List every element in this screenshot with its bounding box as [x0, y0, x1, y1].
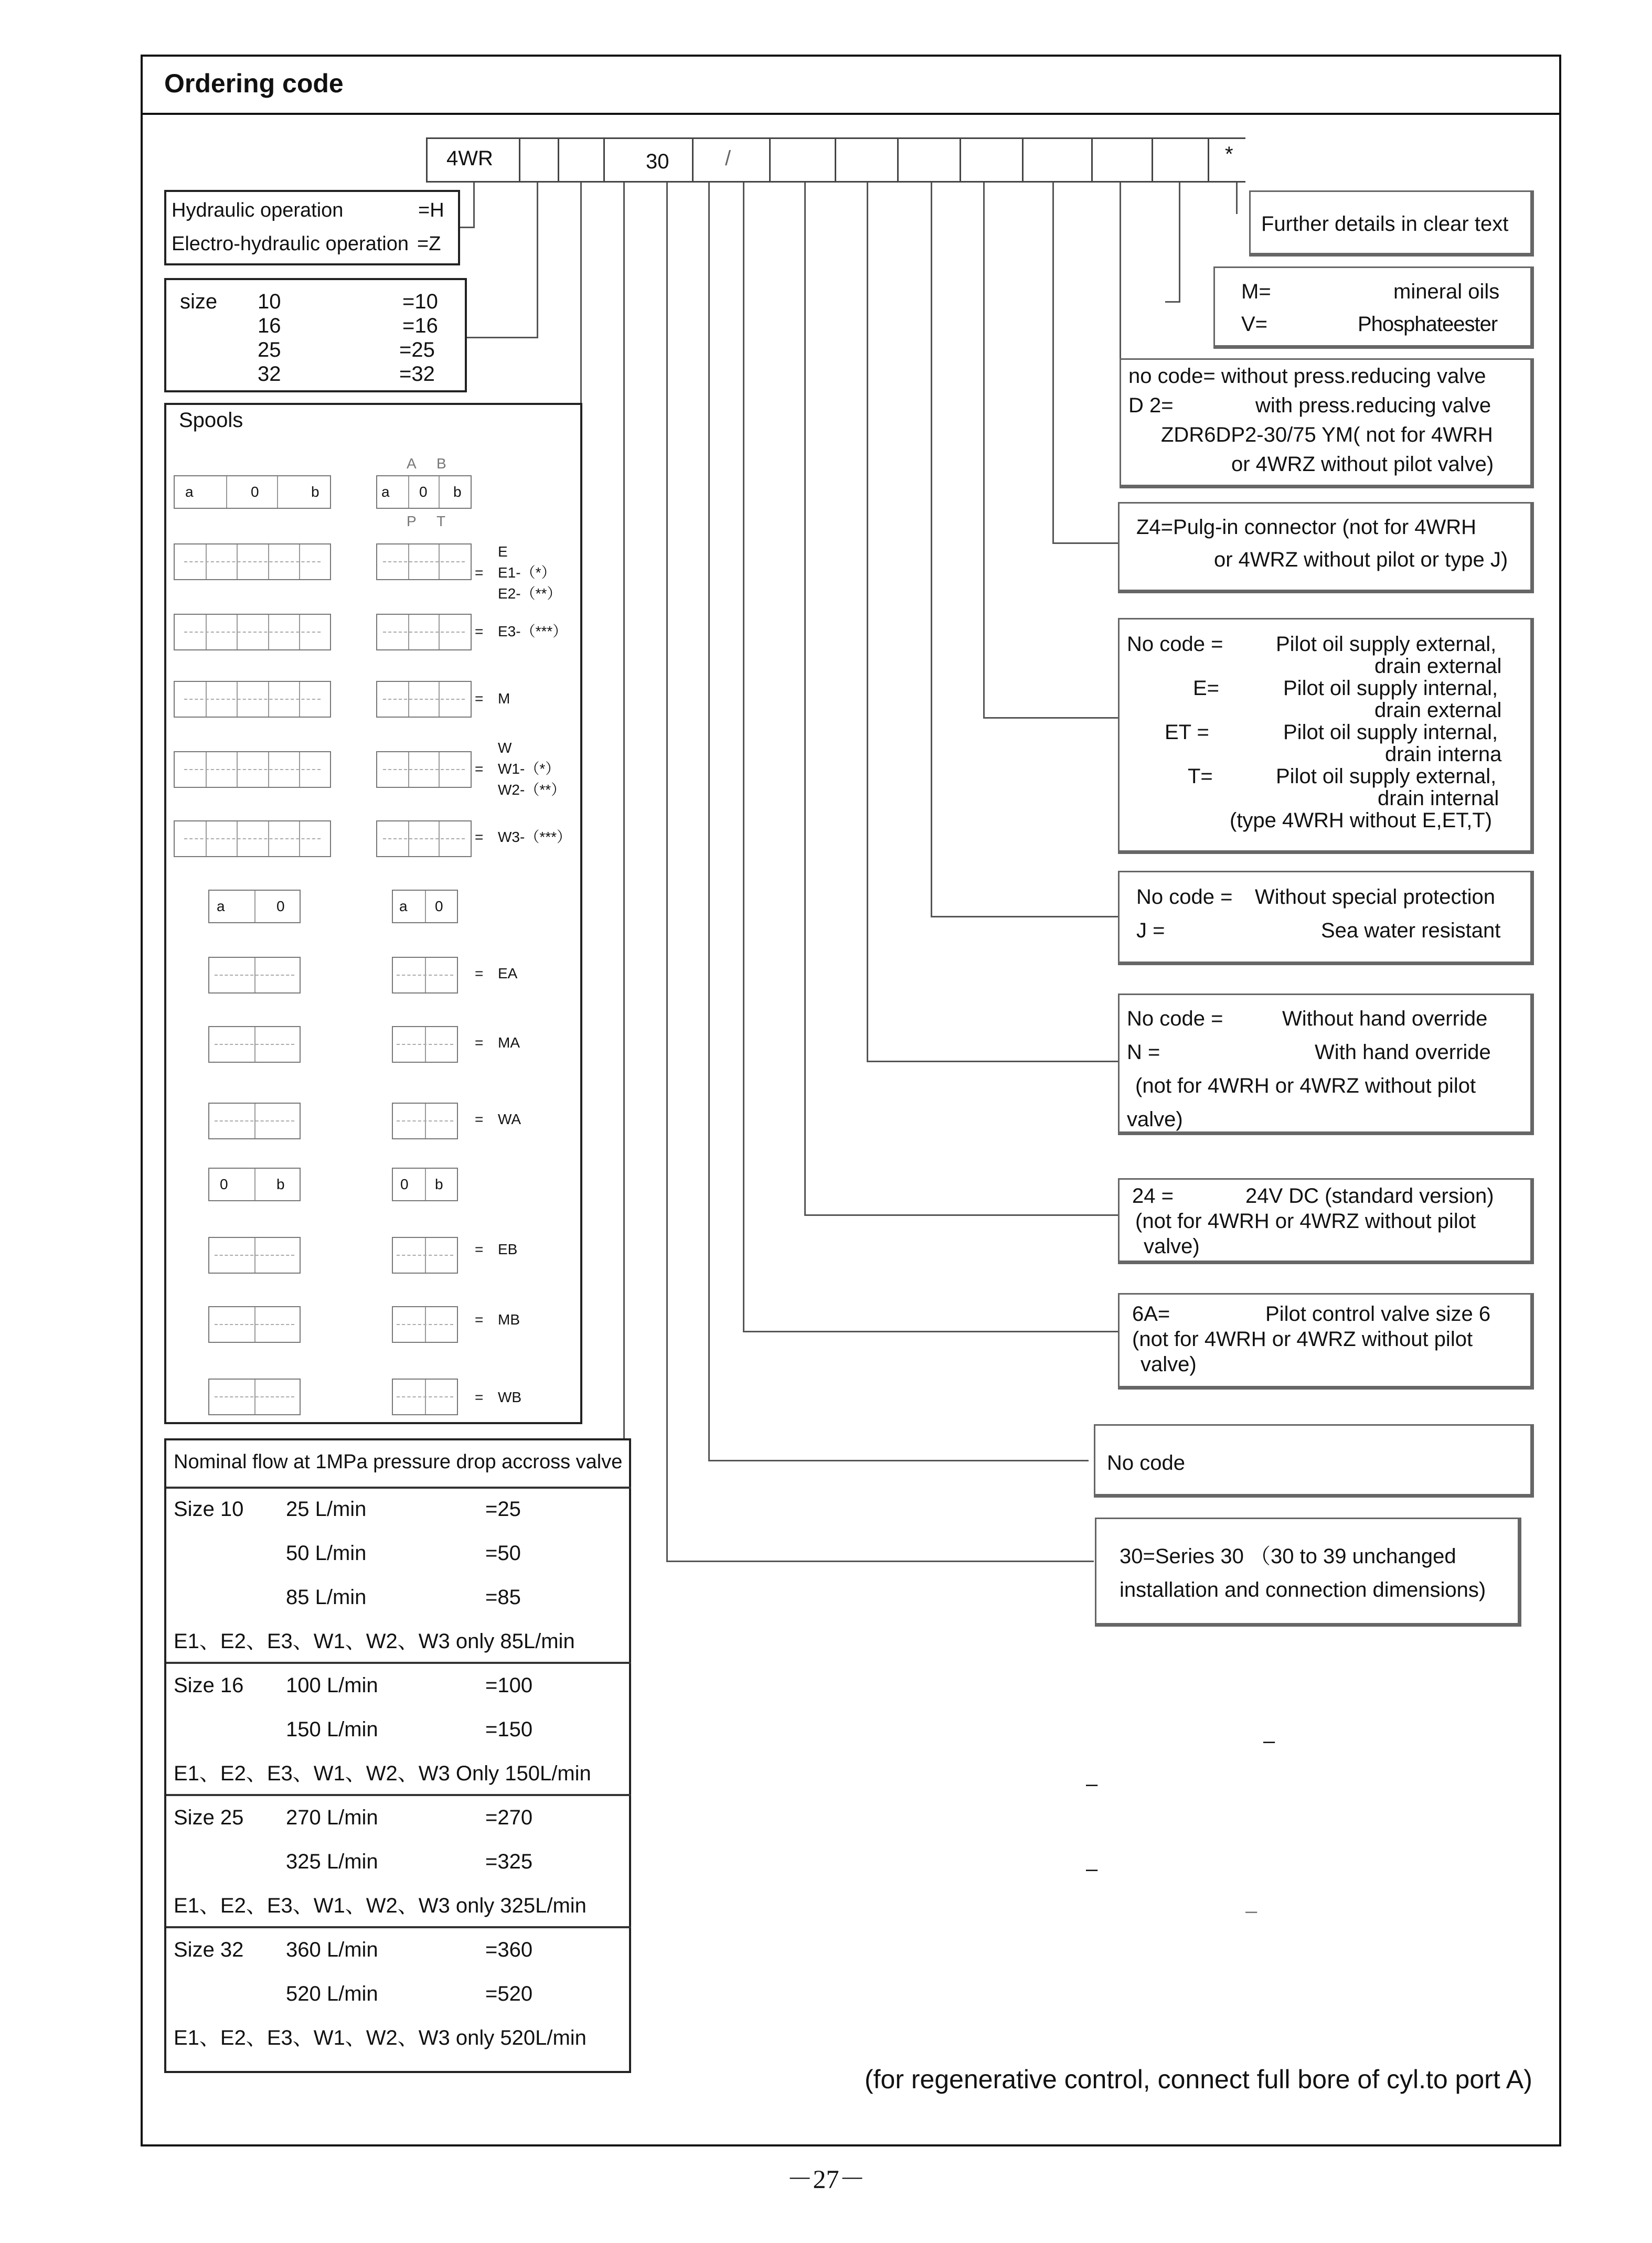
flow-value: 150 L/min [286, 1718, 378, 1741]
spool-port-t: T [436, 513, 446, 529]
spool-symbol-ma [208, 1026, 301, 1063]
protection-r2-text: Sea water resistant [1321, 919, 1501, 942]
footnote: (for regenerative control, connect full bore of cyl.to port A) [865, 2065, 1532, 2094]
flow-value: 85 L/min [286, 1586, 367, 1609]
code-cell-9 [960, 137, 1024, 183]
spool-eq-wb: = [475, 1389, 484, 1405]
spool-code-e3: E3-（***） [498, 623, 568, 639]
spool-symbol-w-2 [376, 751, 472, 788]
spool-symbol-w3-2 [376, 820, 472, 857]
flow-code: =25 [485, 1498, 521, 1521]
spool-symbol-e3 [174, 614, 331, 650]
spool-symbol-ea [208, 957, 301, 994]
connector-line-1: Z4=Pulg-in connector (not for 4WRH [1136, 516, 1477, 539]
option-seal-material [1213, 266, 1534, 349]
spool-eq-m: = [475, 690, 484, 707]
option-reducing-valve [1120, 358, 1534, 488]
flow-value: 25 L/min [286, 1498, 367, 1521]
code-cell-8 [897, 137, 961, 183]
spool-symbol-m [174, 681, 331, 718]
pilot-code-e: E= [1193, 677, 1220, 700]
flow-value: 270 L/min [286, 1806, 378, 1829]
seal-v-text: Phosphateester [1358, 313, 1498, 336]
operation-electro: Electro-hydraulic operation [172, 233, 409, 255]
override-r2-text: With hand override [1315, 1041, 1491, 1064]
spool-symbol-b-basic-2: 0 b [392, 1168, 458, 1201]
spool-port-a: A [407, 455, 417, 472]
spool-code-m: M [498, 690, 510, 707]
spool-code-w1: W1-（*） [498, 761, 560, 777]
pilot-r2-b: drain external [1374, 699, 1502, 722]
voltage-note-2: valve) [1144, 1235, 1200, 1258]
code-cell-7 [835, 137, 899, 183]
spool-eq-e3: = [475, 623, 484, 639]
size-label: size [180, 290, 218, 313]
spool-symbol-e [174, 543, 331, 580]
spool-port-b: B [436, 455, 446, 472]
option-voltage [1118, 1178, 1534, 1264]
option-series [1095, 1518, 1521, 1627]
flow-size-16: Size 16 [174, 1674, 244, 1697]
spool-code-mb: MB [498, 1311, 520, 1328]
spool-symbol-mb-2 [392, 1306, 458, 1343]
dash-mark: – [1263, 1729, 1275, 1753]
override-note-1: (not for 4WRH or 4WRZ without pilot [1135, 1074, 1476, 1097]
code-cell-11 [1091, 137, 1153, 183]
page-title: Ordering code [164, 69, 344, 98]
size-32: 32 [258, 362, 281, 386]
reducing-line-4: or 4WRZ without pilot valve) [1231, 453, 1494, 476]
dash-mark: – [1086, 1857, 1098, 1881]
flow-value: 360 L/min [286, 1938, 378, 1961]
override-code-nocode: No code = [1127, 1007, 1223, 1030]
pilot-code-et: ET = [1165, 721, 1209, 744]
flow-code: =50 [485, 1542, 521, 1565]
spool-symbol-wb-2 [392, 1379, 458, 1415]
reducing-line-3: ZDR6DP2-30/75 YM( not for 4WRH [1161, 423, 1493, 446]
spool-symbol-eb-2 [392, 1237, 458, 1274]
option-protection [1118, 871, 1534, 965]
spool-code-e2: E2-（**） [498, 585, 562, 602]
flow-note-32: E1、E2、E3、W1、W2、W3 only 520L/min [174, 2026, 587, 2049]
spool-symbol-wb [208, 1379, 301, 1415]
code-prefix: 4WR [446, 147, 493, 170]
size-box [164, 278, 467, 392]
override-code-n: N = [1127, 1041, 1160, 1064]
spool-eq-e1: = [475, 564, 484, 581]
flow-code: =100 [485, 1674, 533, 1697]
spool-code-ma: MA [498, 1034, 520, 1051]
pilot-r1-a: Pilot oil supply external, [1276, 633, 1497, 656]
series-line-2: installation and connection dimensions) [1120, 1578, 1486, 1601]
spool-code-ea: EA [498, 965, 518, 981]
code-cell-size [558, 137, 605, 183]
spool-eq-mb: = [475, 1311, 484, 1328]
flow-size-25: Size 25 [174, 1806, 244, 1829]
nominal-flow-table [164, 1438, 631, 2073]
option-connector [1118, 502, 1534, 593]
flow-value: 50 L/min [286, 1542, 367, 1565]
pilot-r4-b: drain internal [1378, 787, 1499, 810]
flow-code: =360 [485, 1938, 533, 1961]
flow-code: =270 [485, 1806, 533, 1829]
flow-note-10: E1、E2、E3、W1、W2、W3 only 85L/min [174, 1630, 575, 1653]
option-no-code [1094, 1424, 1534, 1498]
spool-symbol-wa [208, 1103, 301, 1139]
pilot-note: (type 4WRH without E,ET,T) [1230, 809, 1493, 832]
operation-box [164, 190, 460, 265]
flow-size-32: Size 32 [174, 1938, 244, 1961]
flow-code: =325 [485, 1850, 533, 1873]
spool-eq-wa: = [475, 1111, 484, 1127]
code-cell-10 [1022, 137, 1093, 183]
spool-code-w3: W3-（***） [498, 829, 572, 845]
voltage-code: 24 = [1132, 1184, 1174, 1208]
flow-value: 100 L/min [286, 1674, 378, 1697]
voltage-note-1: (not for 4WRH or 4WRZ without pilot [1135, 1210, 1476, 1233]
spool-symbol-b-basic: 0 b [208, 1168, 301, 1201]
spool-eq-w1: = [475, 761, 484, 777]
pilot-code-t: T= [1188, 765, 1213, 788]
flow-size-10: Size 10 [174, 1498, 244, 1521]
pilot-valve-note-1: (not for 4WRH or 4WRZ without pilot [1132, 1328, 1473, 1351]
protection-r1-text: Without special protection [1255, 885, 1496, 909]
connector-line-2: or 4WRZ without pilot or type J) [1214, 548, 1508, 571]
spool-symbol-a-basic: a 0 [208, 890, 301, 923]
dash-mark: – [1245, 1899, 1257, 1922]
option-hand-override [1118, 994, 1534, 1135]
spool-symbol-e-2 [376, 543, 472, 580]
spool-code-eb: EB [498, 1241, 518, 1257]
spool-symbol-e3-2 [376, 614, 472, 650]
flow-value: 520 L/min [286, 1982, 378, 2005]
pilot-r1-b: drain external [1374, 655, 1502, 678]
size-10: 10 [258, 290, 281, 313]
spools-heading: Spools [179, 409, 243, 432]
code-cell-operation [519, 137, 559, 183]
size-code-32: =32 [399, 362, 435, 386]
code-cell-prefix [426, 137, 520, 183]
further-text: Further details in clear text [1261, 212, 1509, 236]
size-code-10: =10 [402, 290, 438, 313]
pilot-code-nocode: No code = [1127, 633, 1223, 656]
operation-code-h: =H [418, 199, 444, 221]
option-further-details [1249, 190, 1534, 257]
pilot-r2-a: Pilot oil supply internal, [1283, 677, 1498, 700]
spools-box [164, 403, 582, 1424]
seal-m-text: mineral oils [1393, 280, 1500, 303]
code-cell-slash [692, 137, 771, 183]
flow-code: =85 [485, 1586, 521, 1609]
option-pilot-valve [1118, 1293, 1534, 1390]
spool-port-p: P [407, 513, 417, 529]
pilot-r4-a: Pilot oil supply external, [1276, 765, 1497, 788]
code-cell-13 [1208, 137, 1245, 183]
option-pilot-oil [1118, 618, 1534, 854]
size-code-16: =16 [402, 314, 438, 337]
pilot-valve-note-2: valve) [1141, 1353, 1197, 1376]
code-star: * [1225, 143, 1233, 166]
spool-eq-eb: = [475, 1241, 484, 1257]
code-slash: / [725, 147, 731, 170]
spool-symbol-w [174, 751, 331, 788]
flow-value: 325 L/min [286, 1850, 378, 1873]
page-number: －27－ [786, 2164, 866, 2194]
series-line-1: 30=Series 30 （30 to 39 unchanged [1120, 1545, 1456, 1568]
flow-code: =520 [485, 1982, 533, 2005]
operation-hydraulic: Hydraulic operation [172, 199, 344, 221]
code-cell-12 [1152, 137, 1209, 183]
spool-symbol-mb [208, 1306, 301, 1343]
spool-eq-w3: = [475, 829, 484, 845]
spool-code-e1: E1-（*） [498, 564, 556, 581]
reducing-line-1: no code= without press.reducing valve [1128, 365, 1486, 388]
flow-note-25: E1、E2、E3、W1、W2、W3 only 325L/min [174, 1894, 587, 1917]
code-cell-spool [603, 137, 694, 183]
operation-code-z: =Z [417, 233, 441, 255]
spool-symbol-m-2 [376, 681, 472, 718]
code-series: 30 [646, 150, 669, 173]
spool-symbol-basic-2: a 0 b [376, 475, 472, 509]
code-cell-6 [769, 137, 836, 183]
seal-m-code: M= [1241, 280, 1271, 303]
nominal-flow-heading: Nominal flow at 1MPa pressure drop accross valve [174, 1451, 623, 1473]
protection-code-j: J = [1136, 919, 1165, 942]
spool-code-wa: WA [498, 1111, 521, 1127]
spool-eq-ma: = [475, 1034, 484, 1051]
voltage-text: 24V DC (standard version) [1245, 1184, 1494, 1208]
no-code-text: No code [1107, 1451, 1185, 1475]
override-r1-text: Without hand override [1282, 1007, 1488, 1030]
size-25: 25 [258, 338, 281, 361]
size-16: 16 [258, 314, 281, 337]
title-divider [141, 113, 1561, 115]
flow-code: =150 [485, 1718, 533, 1741]
pilot-valve-text: Pilot control valve size 6 [1265, 1302, 1491, 1326]
override-note-2: valve) [1127, 1108, 1183, 1131]
dash-mark: – [1086, 1772, 1098, 1796]
seal-v-code: V= [1241, 313, 1268, 336]
protection-code-nocode: No code = [1136, 885, 1233, 909]
spool-eq-ea: = [475, 965, 484, 981]
spool-symbol-ea-2 [392, 957, 458, 994]
pilot-valve-code: 6A= [1132, 1302, 1170, 1326]
reducing-line-2: with press.reducing valve [1255, 394, 1491, 417]
spool-code-e: E [498, 543, 508, 560]
spool-symbol-eb [208, 1237, 301, 1274]
spool-code-w: W [498, 740, 512, 756]
spool-symbol-ma-2 [392, 1026, 458, 1063]
size-code-25: =25 [399, 338, 435, 361]
spool-symbol-w3 [174, 820, 331, 857]
reducing-code-d2: D 2= [1128, 394, 1174, 417]
pilot-r3-b: drain interna [1385, 743, 1502, 766]
spool-symbol-a-basic-2: a 0 [392, 890, 458, 923]
flow-note-16: E1、E2、E3、W1、W2、W3 Only 150L/min [174, 1762, 591, 1785]
spool-symbol-basic: a 0 b [174, 475, 331, 509]
spool-symbol-wa-2 [392, 1103, 458, 1139]
spool-code-wb: WB [498, 1389, 522, 1405]
spool-code-w2: W2-（**） [498, 782, 566, 798]
pilot-r3-a: Pilot oil supply internal, [1283, 721, 1498, 744]
